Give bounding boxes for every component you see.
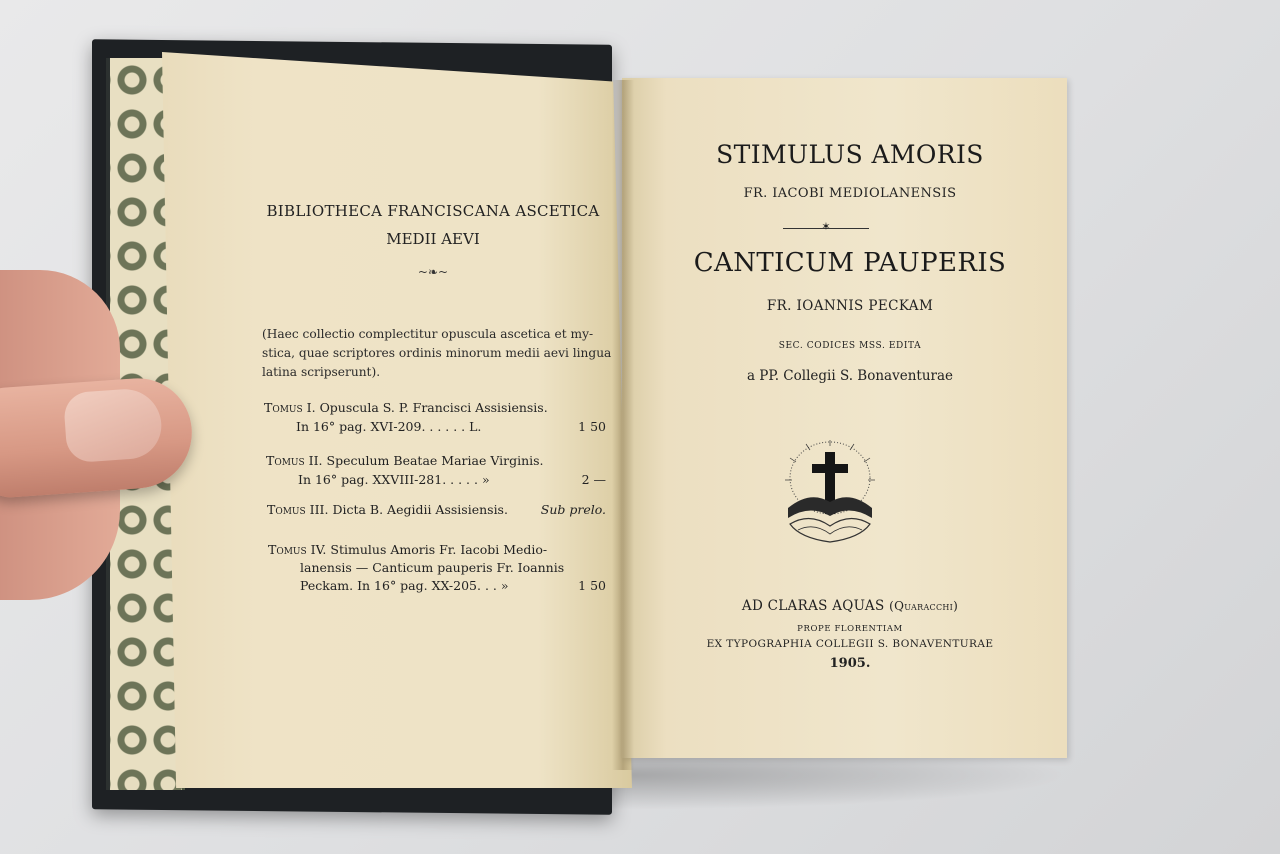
franciscan-cross-emblem-icon <box>780 438 880 550</box>
volume-pages: Peckam. In 16° pag. XX-205. . . » <box>300 578 509 593</box>
volume-status: Sub prelo. <box>540 502 606 517</box>
title-stimulus-amoris: STIMULUS AMORIS <box>716 140 984 169</box>
volume-pages: In 16° pag. XVI-209. . . . . . L. <box>296 419 482 434</box>
volume-price: 2 — <box>581 472 606 487</box>
title-canticum-pauperis: CANTICUM PAUPERIS <box>693 248 1007 278</box>
imprint-year: 1905. <box>829 656 871 671</box>
volume-1-detail-line <box>296 419 606 434</box>
author-iacobi: FR. IACOBI MEDIOLANENSIS <box>743 186 957 201</box>
book-gutter <box>612 80 634 770</box>
volume-label: Tomus III. <box>267 502 329 517</box>
volume-title: Dicta B. Aegidii Assisiensis. <box>332 502 508 517</box>
volume-title: Stimulus Amoris Fr. Iacobi Medio- <box>330 542 548 557</box>
volume-title: Speculum Beatae Mariae Virginis. <box>326 453 544 468</box>
volume-title-cont: lanensis — Canticum pauperis Fr. Ioannis <box>300 560 565 575</box>
volume-4-title-line2 <box>300 560 606 575</box>
volume-price: 1 50 <box>578 578 606 593</box>
series-heading-line1: BIBLIOTHECA FRANCISCANA ASCETICA <box>266 202 600 220</box>
description-line: stica, quae scriptores ordinis minorum medii aevi lingua <box>262 346 612 360</box>
imprint-place-main: AD CLARAS AQUAS <box>741 598 885 614</box>
edition-note: SEC. CODICES MSS. EDITA <box>778 341 922 351</box>
volume-3-title-line <box>267 502 606 517</box>
volume-label: Tomus IV. <box>268 542 327 557</box>
volume-2-detail-line <box>298 472 606 487</box>
volume-title: Opuscula S. P. Francisci Assisiensis. <box>319 400 548 415</box>
description-line: latina scripserunt). <box>262 365 381 379</box>
volume-pages: In 16° pag. XXVIII-281. . . . . » <box>298 472 490 487</box>
imprint-place <box>640 598 1060 614</box>
volume-1-title-line <box>264 400 606 415</box>
author-peckam: FR. IOANNIS PECKAM <box>766 298 934 314</box>
volume-2-title-line <box>266 453 606 468</box>
series-description <box>262 325 612 382</box>
rule-star-icon: ✶ <box>821 220 831 233</box>
volume-label: Tomus II. <box>266 453 323 468</box>
volume-4-detail-line <box>300 578 606 593</box>
volume-label: Tomus I. <box>264 400 316 415</box>
editors-line: a PP. Collegii S. Bonaventurae <box>746 368 954 384</box>
thumbnail <box>63 387 164 464</box>
ornament-divider: ~❧~ <box>417 265 449 279</box>
volume-4-title-line <box>268 542 606 557</box>
description-line: (Haec collectio complectitur opuscula ascetica et my- <box>262 327 594 341</box>
volume-price: 1 50 <box>578 419 606 434</box>
series-heading-line2: MEDII AEVI <box>386 230 480 248</box>
imprint-near: PROPE FLORENTIAM <box>797 624 903 634</box>
imprint-place-paren: (Quaracchi) <box>889 599 959 613</box>
imprint-press: EX TYPOGRAPHIA COLLEGII S. BONAVENTURAE <box>706 638 994 650</box>
